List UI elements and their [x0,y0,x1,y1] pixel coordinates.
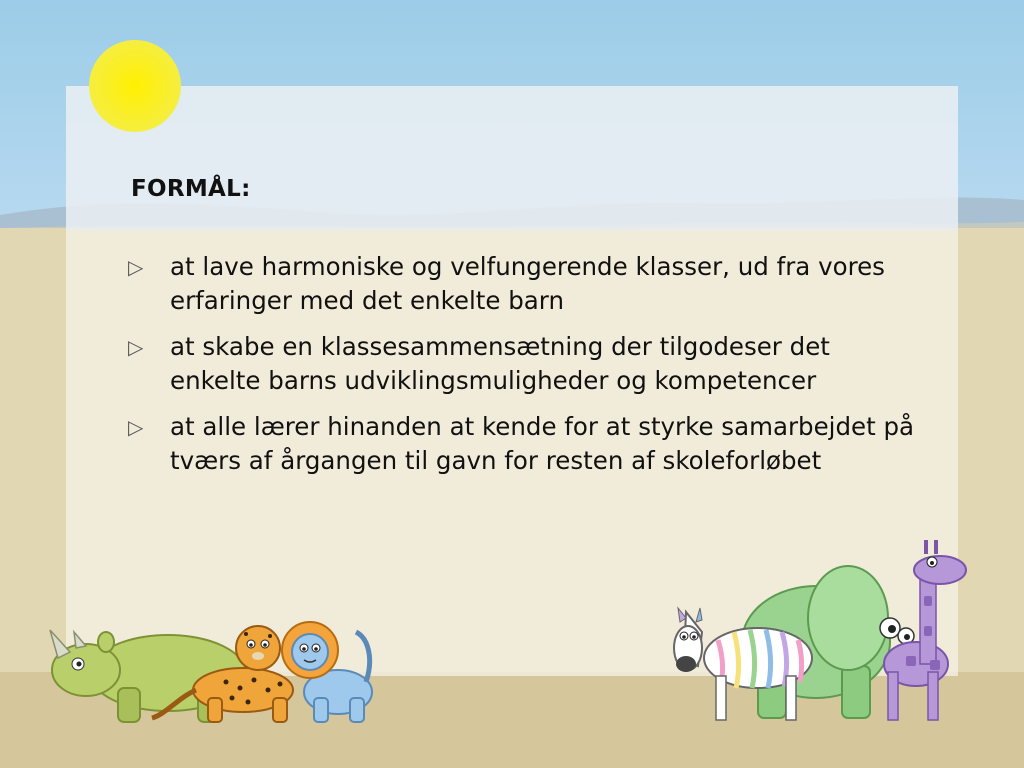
bullet-text: at lave harmoniske og velfungerende klasser, ud fra vores erfaringer med det enkelte barn [170,252,885,315]
triangle-bullet-icon: ▷ [128,255,144,279]
bullet-text: at skabe en klassesammensætning der tilgodeser det enkelte barns udviklingsmuligheder og kompetencer [170,332,830,395]
triangle-bullet-icon: ▷ [128,335,144,359]
content-panel-sky-tint [66,86,958,231]
sun-icon [89,40,181,132]
bullet-item [128,250,928,318]
bullet-item [128,410,928,478]
bullet-list [128,250,928,490]
slide-title: FORMÅL: [131,176,251,202]
triangle-bullet-icon: ▷ [128,415,144,439]
right-animals-illustration [666,536,978,728]
bullet-text: at alle lærer hinanden at kende for at styrke samarbejdet på tværs af årgangen til gavn for resten af skoleforløbet [170,412,915,475]
lion-icon [282,622,372,722]
bullet-item [128,330,928,398]
left-animals-illustration [48,618,380,728]
